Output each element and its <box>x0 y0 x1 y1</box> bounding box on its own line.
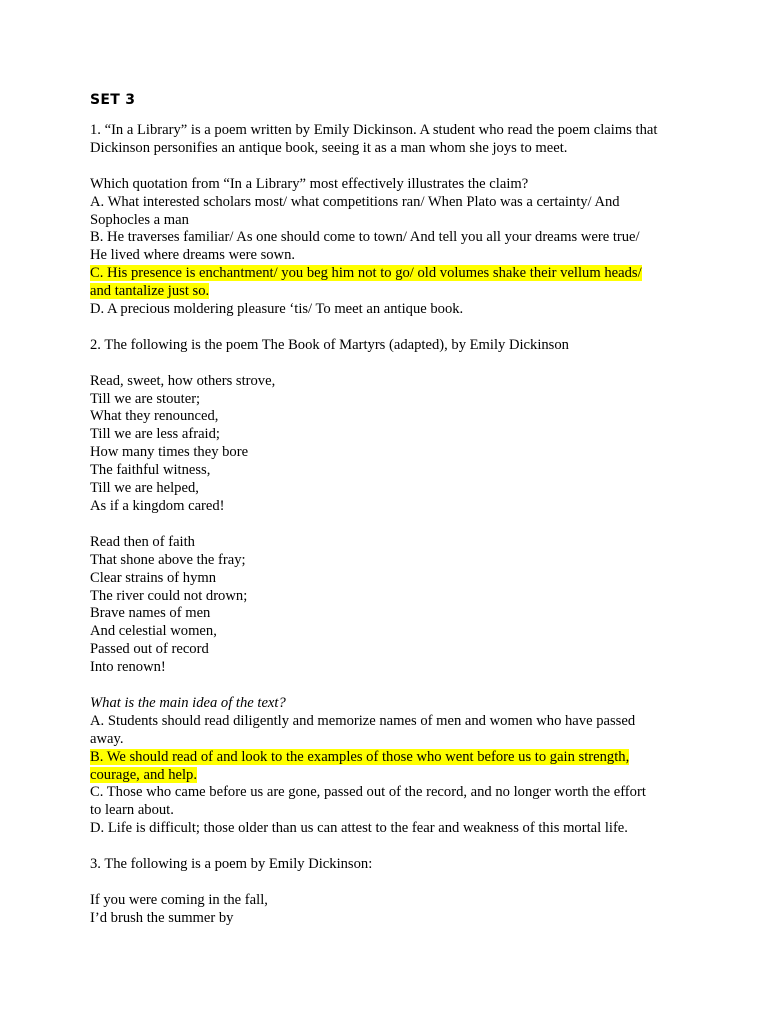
poem-stanza-1 <box>90 373 684 516</box>
poem-line: That shone above the fray; <box>90 551 246 568</box>
poem-line: And celestial women, <box>90 623 217 640</box>
q1-question: Which quotation from “In a Library” most effectively illustrates the claim? <box>90 175 529 192</box>
poem-line: The faithful witness, <box>90 462 211 479</box>
poem-line: As if a kingdom cared! <box>90 497 225 514</box>
q1-option-a-line-1: A. What interested scholars most/ what competitions ran/ When Plato was a certainty/ And <box>90 193 620 210</box>
q1-intro-line-1: 1. “In a Library” is a poem written by Emily Dickinson. A student who read the poem claims that <box>90 122 658 138</box>
poem-line: Into renown! <box>90 659 166 676</box>
set-title: SET 3 <box>90 92 136 108</box>
q2-option-c-line-1: C. Those who came before us are gone, passed out of the record, and no longer worth the effort <box>90 784 646 801</box>
poem-line: Read, sweet, how others strove, <box>90 372 276 389</box>
q2-option-a-line-2: away. <box>90 730 124 747</box>
poem-line: Till we are stouter; <box>90 390 201 407</box>
q2-option-c-line-2: to learn about. <box>90 802 174 819</box>
q3-intro: 3. The following is a poem by Emily Dickinson: <box>90 856 373 873</box>
poem-line: Clear strains of hymn <box>90 569 217 586</box>
question-3 <box>90 856 684 928</box>
q1-option-b-line-1: B. He traverses familiar/ As one should come to town/ And tell you all your dreams were true/ <box>90 229 640 246</box>
poem-line: The river could not drown; <box>90 587 248 604</box>
q2-question: What is the main idea of the text? <box>90 694 286 711</box>
poem-line: Brave names of men <box>90 605 211 622</box>
q1-intro-line-2: Dickinson personifies an antique book, seeing it as a man whom she joys to meet. <box>90 139 568 156</box>
q2-intro: 2. The following is the poem The Book of Martyrs (adapted), by Emily Dickinson <box>90 336 569 353</box>
poem-line: Till we are helped, <box>90 480 199 497</box>
poem-line: If you were coming in the fall, <box>90 891 268 908</box>
q1-option-a-line-2: Sophocles a man <box>90 211 189 228</box>
poem-stanza-2 <box>90 534 684 677</box>
q1-option-b-line-2: He lived where dreams were sown. <box>90 247 296 264</box>
q1-option-c-line-2-highlighted: and tantalize just so. <box>90 283 210 300</box>
q2-option-b-line-1-highlighted: B. We should read of and look to the examples of those who went before us to gain strength, <box>90 748 630 765</box>
q2-option-d: D. Life is difficult; those older than us can attest to the fear and weakness of this mortal life. <box>90 820 628 837</box>
poem-line: Read then of faith <box>90 533 195 550</box>
q1-option-c-line-1-highlighted: C. His presence is enchantment/ you beg him not to go/ old volumes shake their vellum heads/ <box>90 265 642 282</box>
poem-line: I’d brush the summer by <box>90 909 234 926</box>
question-2 <box>90 337 684 838</box>
q1-option-d: D. A precious moldering pleasure ‘tis/ To meet an antique book. <box>90 301 464 318</box>
poem-line: Till we are less afraid; <box>90 426 220 443</box>
question-1 <box>90 122 684 319</box>
q2-option-b-line-2-highlighted: courage, and help. <box>90 766 197 783</box>
poem-line: What they renounced, <box>90 408 219 425</box>
q2-option-a-line-1: A. Students should read diligently and memorize names of men and women who have passed <box>90 712 636 729</box>
poem-line: How many times they bore <box>90 444 249 461</box>
poem-line: Passed out of record <box>90 641 209 658</box>
